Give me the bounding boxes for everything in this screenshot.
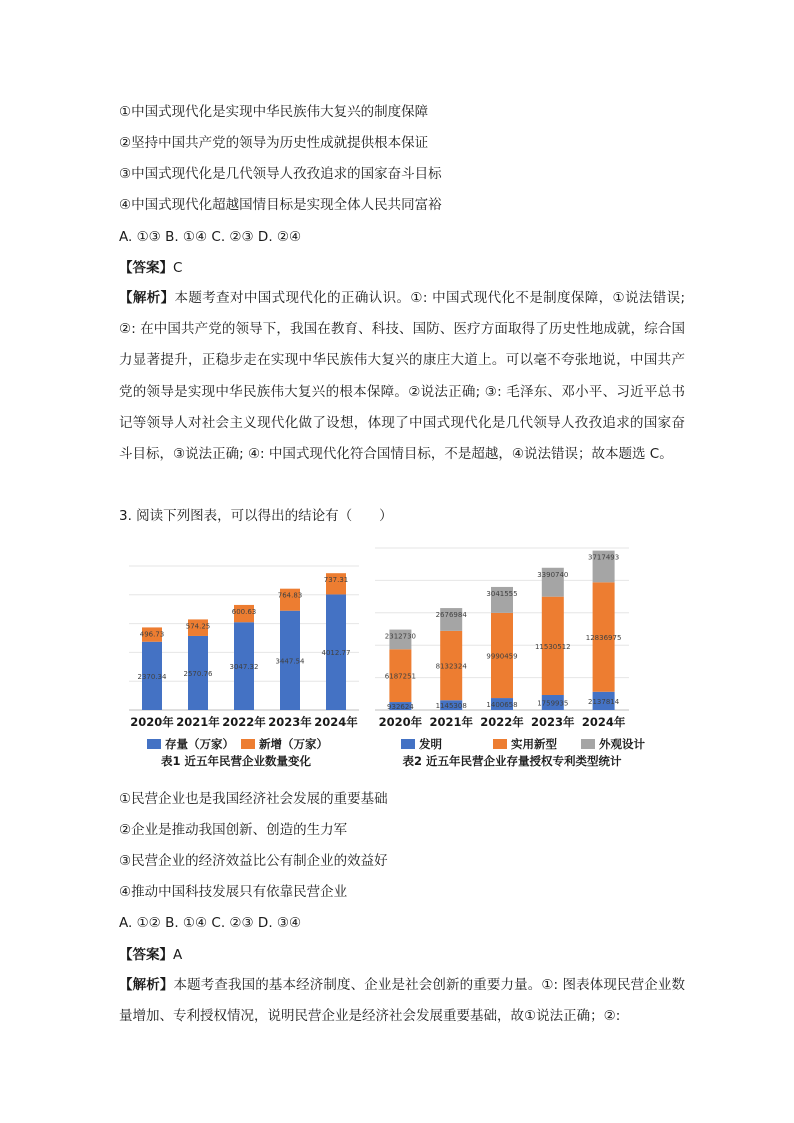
q3-option-3: ③民营企业的经济效益比公有制企业的效益好: [119, 853, 388, 869]
data-label: 2370.34: [137, 672, 167, 681]
answer-tag: 【答案】: [119, 260, 173, 276]
legend-label: 发明: [419, 737, 442, 751]
x-tick-label: 2020年: [130, 715, 174, 729]
data-label: 574.25: [185, 622, 211, 631]
q3-option-2: ②企业是推动我国创新、创造的生力军: [119, 822, 348, 838]
q2-option-2: ②坚持中国共产党的领导为历史性成就提供根本保证: [119, 135, 429, 151]
x-tick-label: 2022年: [480, 715, 524, 729]
q3-analysis: [119, 970, 685, 1032]
q2-option-3: ③中国式现代化是几代领导人孜孜追求的国家奋斗目标: [119, 166, 442, 182]
chart-title: 表1 近五年民营企业数量变化: [160, 754, 312, 768]
q3-answer: [119, 946, 182, 964]
data-label: 2570.76: [183, 669, 213, 678]
chart-enterprise-count: [125, 560, 365, 772]
x-tick-label: 2021年: [176, 715, 220, 729]
data-label: 1400658: [486, 701, 518, 710]
answer-value: C: [173, 260, 183, 276]
x-tick-label: 2024年: [581, 715, 626, 729]
x-tick-label: 2023年: [268, 715, 312, 729]
data-label: 3390740: [537, 570, 569, 579]
legend-swatch: [581, 739, 595, 749]
x-tick-label: 2023年: [531, 715, 575, 729]
legend-swatch: [401, 739, 415, 749]
legend-swatch: [493, 739, 507, 749]
data-label: 1759935: [537, 699, 569, 708]
data-label: 12836975: [585, 634, 622, 643]
data-label: 2137814: [588, 697, 620, 706]
answer-tag: 【答案】: [119, 947, 173, 963]
data-label: 600.63: [231, 607, 257, 616]
q2-analysis: [119, 283, 685, 470]
data-label: 2312730: [384, 632, 416, 641]
q2-option-1: ①中国式现代化是实现中华民族伟大复兴的制度保障: [119, 104, 429, 120]
data-label: 3047.32: [229, 663, 259, 672]
q2-answer: [119, 259, 182, 277]
chart-patent-types: [375, 542, 645, 772]
data-label: 6187251: [384, 672, 416, 681]
data-label: 737.31: [323, 576, 349, 585]
data-label: 11530512: [534, 642, 571, 651]
legend-label: 实用新型: [511, 737, 557, 751]
legend-label: 存量（万家）: [165, 737, 234, 751]
q2-choices: A. ①③ B. ①④ C. ②③ D. ②④: [119, 229, 302, 245]
data-label: 2676984: [435, 611, 467, 620]
analysis-tag: 【解析】: [119, 977, 174, 993]
chart-title: 表2 近五年民营企业存量授权专利类型统计: [402, 754, 622, 768]
data-label: 9990459: [486, 652, 518, 661]
data-label: 3717493: [588, 553, 620, 562]
data-label: 496.73: [139, 630, 165, 639]
x-tick-label: 2022年: [222, 715, 266, 729]
legend-label: 新增（万家）: [259, 737, 328, 751]
data-label: 932624: [387, 703, 414, 712]
q3-stem: 3. 阅读下列图表，可以得出的结论有（ ）: [119, 508, 393, 524]
data-label: 1145308: [435, 702, 467, 711]
x-tick-label: 2021年: [429, 715, 473, 729]
x-tick-label: 2020年: [378, 715, 423, 729]
legend-label: 外观设计: [599, 737, 645, 751]
q3-option-1: ①民营企业也是我国经济社会发展的重要基础: [119, 791, 388, 807]
data-label: 3447.54: [275, 657, 305, 666]
data-label: 3041555: [486, 589, 518, 598]
data-label: 4012.77: [321, 649, 351, 658]
q3-option-4: ④推动中国科技发展只有依靠民营企业: [119, 884, 348, 900]
data-label: 764.83: [277, 591, 303, 600]
answer-value: A: [173, 947, 183, 963]
x-tick-label: 2024年: [314, 715, 358, 729]
data-label: 8132324: [435, 662, 467, 671]
legend-swatch: [241, 739, 255, 749]
q3-choices: A. ①② B. ①④ C. ②③ D. ③④: [119, 915, 302, 931]
legend-swatch: [147, 739, 161, 749]
analysis-tag: 【解析】: [119, 290, 175, 306]
q2-option-4: ④中国式现代化超越国情目标是实现全体人民共同富裕: [119, 197, 442, 213]
analysis-text: 本题考查对中国式现代化的正确认识。①: 中国式现代化不是制度保障，①说法错误; ②: 在中国共产党的领导下，我国在教育、科技、国防、医疗方面取得了历史性地成就，综合国力显著提升，正稳步走在实现中华民族伟大复兴的康庄大道上。可以毫不夸张地说，中国共产党的领导是实现中华民族伟大复兴的根本保障。②说法正确; ③: 毛泽东、邓小平、习近平总书记等领导人对社会主义现代化做了设想，体现了中国式现代化是几代领导人孜孜追求的国家奋斗目标，③说法正确; ④: 中国式现代化符合国情目标，不是超越，④说法错误；故本题选 C。: [119, 290, 686, 463]
analysis-text: 本题考查我国的基本经济制度、企业是社会创新的重要力量。①: 图表体现民营企业数量增加、专利授权情况，说明民营企业是经济社会发展重要基础，故①说法正确；②:: [119, 977, 685, 1025]
